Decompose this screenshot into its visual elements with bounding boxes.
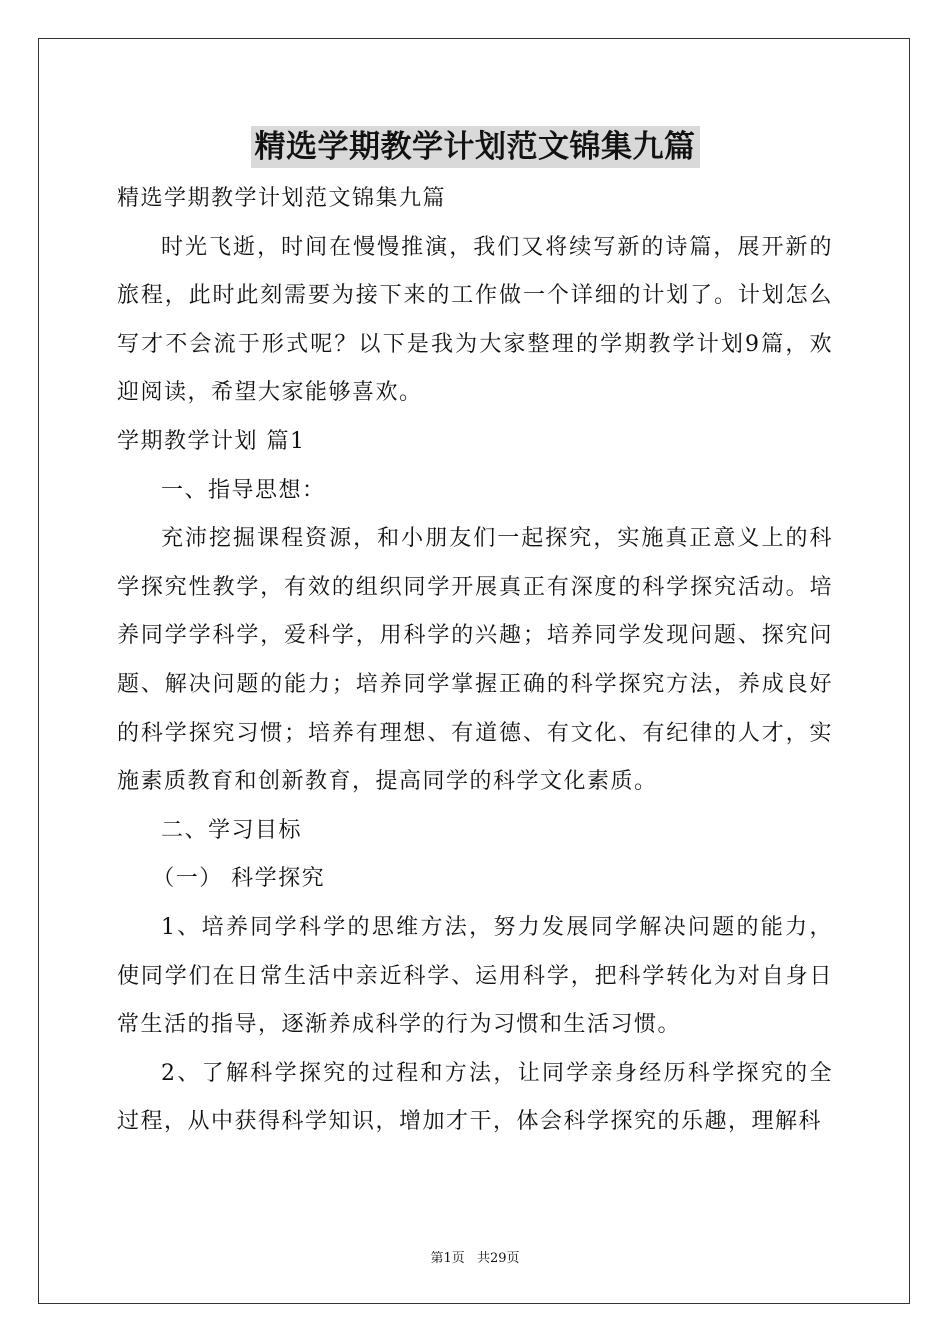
page-total: 共29页 (476, 1251, 520, 1266)
goal-item-2: 2、了解科学探究的过程和方法，让同学亲身经历科学探究的全过程，从中获得科学知识，增加才干，体会科学探究的乐趣，理解科 (117, 1060, 833, 1135)
goal-item-1: 1、培养同学科学的思维方法，努力发展同学解决问题的能力，使同学们在日常生活中亲近科学、运用科学，把科学转化为对自身日常生活的指导，逐渐养成科学的行为习惯和生活习惯。 (117, 914, 833, 1038)
heading-guiding-thought: 一、指导思想： (161, 477, 326, 503)
title-container (0, 126, 950, 168)
heading-scientific-inquiry: （一） 科学探究 (152, 866, 326, 892)
page-number: 第1页 (430, 1251, 465, 1266)
subtitle-line: 精选学期教学计划范文锦集九篇 (117, 186, 447, 211)
guiding-thought-paragraph: 充沛挖掘课程资源，和小朋友们一起探究，实施真正意义上的科学探究性教学，有效的组织同学开展真正有深度的科学探究活动。培养同学学科学，爱科学，用科学的兴趣；培养同学发现问题、探究问题、解决问题的能力；培养同学掌握正确的科学探究方法，养成良好的科学探究习惯；培养有理想、有道德、有文化、有纪律的人才，实施素质教育和创新教育，提高同学的科学文化素质。 (117, 526, 833, 795)
section-heading: 学期教学计划 篇1 (117, 428, 306, 454)
intro-paragraph: 时光飞逝，时间在慢慢推演，我们又将续写新的诗篇，展开新的旅程，此时此刻需要为接下来的工作做一个详细的计划了。计划怎么写才不会流于形式呢？以下是我为大家整理的学期教学计划9篇，欢迎阅读，希望大家能够喜欢。 (117, 234, 833, 406)
document-body (117, 175, 833, 1147)
heading-learning-goals: 二、学习目标 (161, 817, 303, 843)
document-title: 精选学期教学计划范文锦集九篇 (251, 126, 700, 168)
page-footer (0, 1247, 950, 1266)
